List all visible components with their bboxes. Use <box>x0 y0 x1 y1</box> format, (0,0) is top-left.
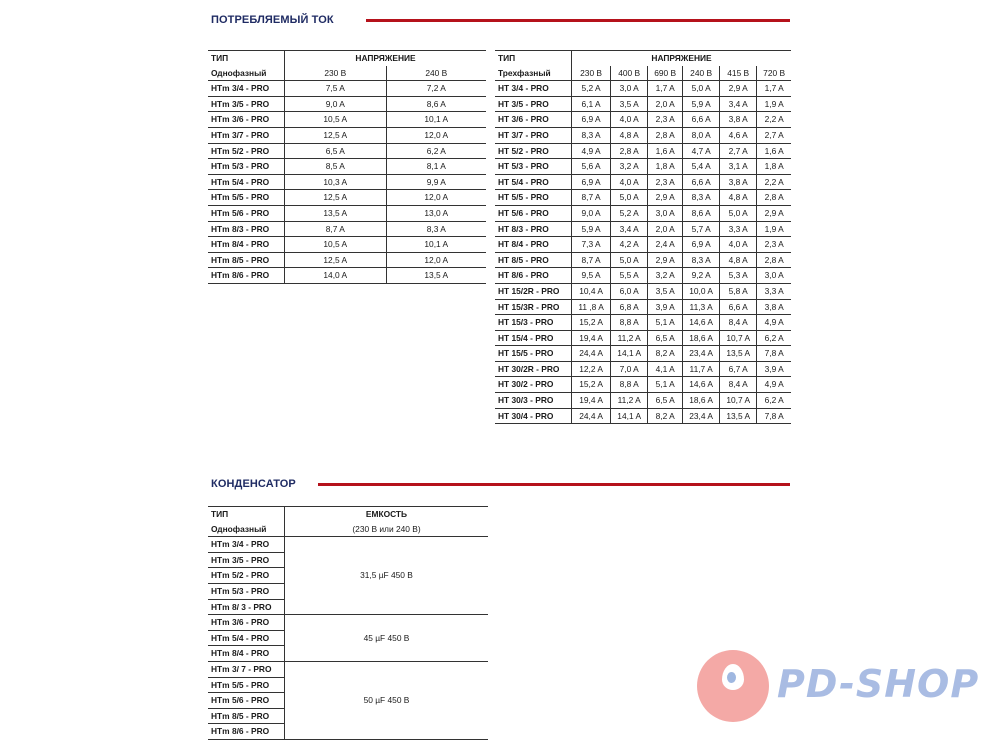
table-row <box>495 315 791 331</box>
model-cell: HTm 3/4 - PRO <box>208 537 285 553</box>
model-cell: HT 15/4 - PRO <box>495 330 572 346</box>
current-cell: 4,6 A <box>720 127 757 143</box>
current-cell: 2,9 A <box>648 190 683 206</box>
current-cell: 1,7 A <box>648 81 683 97</box>
current-cell: 5,5 A <box>611 268 648 284</box>
model-cell: HT 30/2R - PRO <box>495 361 572 377</box>
table-row <box>208 615 488 631</box>
current-cell: 14,6 A <box>683 377 720 393</box>
current-cell: 6,5 A <box>285 143 387 159</box>
current-cell: 4,1 A <box>648 361 683 377</box>
current-cell: 9,0 A <box>572 205 611 221</box>
current-cell: 2,9 A <box>757 205 791 221</box>
current-cell: 13,0 A <box>386 205 486 221</box>
current-cell: 1,6 A <box>648 143 683 159</box>
current-cell: 3,5 A <box>611 96 648 112</box>
type-header: ТИП <box>495 51 572 66</box>
current-cell: 13,5 A <box>285 205 387 221</box>
current-cell: 5,0 A <box>611 190 648 206</box>
current-cell: 3,2 A <box>611 159 648 175</box>
model-cell: HTm 8/6 - PRO <box>208 724 285 740</box>
current-cell: 23,4 A <box>683 346 720 362</box>
current-cell: 9,2 A <box>683 268 720 284</box>
current-cell: 8,4 A <box>720 377 757 393</box>
table-row <box>495 237 791 253</box>
table-row <box>208 159 486 175</box>
table-row <box>495 112 791 128</box>
table-row <box>208 127 486 143</box>
current-cell: 10,5 A <box>285 112 387 128</box>
model-cell: HTm 3/5 - PRO <box>208 96 285 112</box>
current-cell: 2,9 A <box>720 81 757 97</box>
model-cell: HTm 8/5 - PRO <box>208 708 285 724</box>
current-cell: 10,3 A <box>285 174 387 190</box>
current-cell: 11,2 A <box>611 393 648 409</box>
type-header: ТИП <box>208 51 285 66</box>
model-cell: HT 8/5 - PRO <box>495 252 572 268</box>
current-cell: 10,0 A <box>683 283 720 299</box>
current-cell: 10,5 A <box>285 237 387 253</box>
current-cell: 6,6 A <box>683 174 720 190</box>
model-cell: HTm 5/4 - PRO <box>208 174 285 190</box>
current-cell: 24,4 A <box>572 408 611 424</box>
capacity-header: ЕМКОСТЬ <box>285 507 489 522</box>
current-cell: 7,0 A <box>611 361 648 377</box>
table-row <box>495 361 791 377</box>
brand-text: PD-SHOP <box>777 662 980 706</box>
capacitor-table <box>208 506 488 740</box>
current-cell: 11,2 A <box>611 330 648 346</box>
current-cell: 3,8 A <box>757 299 791 315</box>
table-row <box>495 283 791 299</box>
three-phase-current-table <box>495 50 791 424</box>
current-cell: 24,4 A <box>572 346 611 362</box>
model-cell: HTm 3/6 - PRO <box>208 112 285 128</box>
model-cell: HT 15/3R - PRO <box>495 299 572 315</box>
model-cell: HTm 3/7 - PRO <box>208 127 285 143</box>
current-cell: 1,8 A <box>648 159 683 175</box>
current-cell: 8,1 A <box>386 159 486 175</box>
current-cell: 4,9 A <box>757 377 791 393</box>
current-cell: 14,6 A <box>683 315 720 331</box>
current-cell: 10,1 A <box>386 112 486 128</box>
capacity-cell: 45 µF 450 В <box>285 615 489 662</box>
table-row <box>495 143 791 159</box>
model-cell: HTm 8/5 - PRO <box>208 252 285 268</box>
voltage-header: НАПРЯЖЕНИЕ <box>572 51 792 66</box>
model-cell: HTm 3/6 - PRO <box>208 615 285 631</box>
current-cell: 23,4 A <box>683 408 720 424</box>
voltage-header: НАПРЯЖЕНИЕ <box>285 51 487 66</box>
current-cell: 3,8 A <box>720 112 757 128</box>
table-row <box>208 268 486 284</box>
current-cell: 12,5 A <box>285 190 387 206</box>
current-cell: 19,4 A <box>572 393 611 409</box>
current-cell: 2,0 A <box>648 96 683 112</box>
current-cell: 9,9 A <box>386 174 486 190</box>
phase-label: Однофазный <box>208 66 285 81</box>
capacitor-section-rule <box>318 483 790 486</box>
current-cell: 18,6 A <box>683 393 720 409</box>
current-cell: 5,0 A <box>683 81 720 97</box>
table-row <box>495 205 791 221</box>
current-cell: 3,0 A <box>757 268 791 284</box>
current-cell: 5,1 A <box>648 377 683 393</box>
voltage-col-230: 230 В <box>285 66 387 81</box>
model-cell: HT 5/6 - PRO <box>495 205 572 221</box>
current-cell: 6,8 A <box>611 299 648 315</box>
current-cell: 8,3 A <box>683 252 720 268</box>
current-cell: 14,0 A <box>285 268 387 284</box>
table-row <box>208 112 486 128</box>
table-row <box>208 174 486 190</box>
current-cell: 5,9 A <box>572 221 611 237</box>
current-cell: 1,9 A <box>757 96 791 112</box>
current-cell: 1,9 A <box>757 221 791 237</box>
current-cell: 8,8 A <box>611 315 648 331</box>
current-cell: 8,4 A <box>720 315 757 331</box>
table-row <box>495 408 791 424</box>
current-cell: 10,7 A <box>720 393 757 409</box>
current-cell: 6,0 A <box>611 283 648 299</box>
model-cell: HTm 5/2 - PRO <box>208 143 285 159</box>
current-cell: 2,3 A <box>648 174 683 190</box>
current-cell: 3,2 A <box>648 268 683 284</box>
voltage-col-header: 240 В <box>683 66 720 81</box>
table-row <box>208 537 488 553</box>
current-cell: 3,4 A <box>611 221 648 237</box>
table-row <box>208 221 486 237</box>
current-cell: 2,8 A <box>648 127 683 143</box>
model-cell: HTm 3/5 - PRO <box>208 552 285 568</box>
model-cell: HTm 8/3 - PRO <box>208 221 285 237</box>
current-cell: 2,7 A <box>757 127 791 143</box>
current-cell: 18,6 A <box>683 330 720 346</box>
current-cell: 8,3 A <box>683 190 720 206</box>
table-row <box>495 221 791 237</box>
capacity-cell: 50 µF 450 В <box>285 661 489 739</box>
current-cell: 4,7 A <box>683 143 720 159</box>
current-cell: 10,1 A <box>386 237 486 253</box>
table-row <box>208 96 486 112</box>
phase-label: Однофазный <box>208 522 285 537</box>
table-row <box>208 205 486 221</box>
type-header: ТИП <box>208 507 285 522</box>
model-cell: HTm 3/ 7 - PRO <box>208 661 285 677</box>
current-cell: 4,2 A <box>611 237 648 253</box>
current-cell: 5,1 A <box>648 315 683 331</box>
current-cell: 5,4 A <box>683 159 720 175</box>
current-cell: 4,9 A <box>757 315 791 331</box>
current-cell: 4,9 A <box>572 143 611 159</box>
current-cell: 4,0 A <box>720 237 757 253</box>
current-cell: 3,3 A <box>757 283 791 299</box>
model-cell: HTm 5/2 - PRO <box>208 568 285 584</box>
water-drop-icon <box>697 650 769 722</box>
current-cell: 11,3 A <box>683 299 720 315</box>
voltage-col-header: 415 В <box>720 66 757 81</box>
voltage-note: (230 В или 240 В) <box>285 522 489 537</box>
current-cell: 5,8 A <box>720 283 757 299</box>
current-cell: 2,3 A <box>648 112 683 128</box>
current-cell: 8,7 A <box>572 190 611 206</box>
model-cell: HTm 5/6 - PRO <box>208 693 285 709</box>
current-cell: 5,7 A <box>683 221 720 237</box>
table-row <box>495 96 791 112</box>
current-cell: 12,2 A <box>572 361 611 377</box>
model-cell: HT 15/2R - PRO <box>495 283 572 299</box>
current-cell: 8,7 A <box>572 252 611 268</box>
current-cell: 3,0 A <box>611 81 648 97</box>
current-cell: 3,4 A <box>720 96 757 112</box>
table-row <box>495 268 791 284</box>
table-row <box>495 174 791 190</box>
model-cell: HTm 5/6 - PRO <box>208 205 285 221</box>
table-row <box>495 377 791 393</box>
current-cell: 1,6 A <box>757 143 791 159</box>
current-cell: 2,4 A <box>648 237 683 253</box>
table-row <box>495 190 791 206</box>
voltage-col-header: 400 В <box>611 66 648 81</box>
current-cell: 3,8 A <box>720 174 757 190</box>
model-cell: HT 15/3 - PRO <box>495 315 572 331</box>
current-cell: 9,5 A <box>572 268 611 284</box>
current-cell: 6,5 A <box>648 393 683 409</box>
table-row <box>208 237 486 253</box>
table-row <box>495 299 791 315</box>
current-cell: 13,5 A <box>720 346 757 362</box>
current-cell: 4,8 A <box>720 252 757 268</box>
current-cell: 2,0 A <box>648 221 683 237</box>
current-cell: 6,2 A <box>757 393 791 409</box>
model-cell: HT 30/4 - PRO <box>495 408 572 424</box>
current-cell: 11 ,8 A <box>572 299 611 315</box>
current-cell: 6,6 A <box>683 112 720 128</box>
current-cell: 6,1 A <box>572 96 611 112</box>
current-cell: 2,8 A <box>757 252 791 268</box>
current-cell: 2,8 A <box>757 190 791 206</box>
current-cell: 19,4 A <box>572 330 611 346</box>
current-cell: 3,1 A <box>720 159 757 175</box>
current-cell: 13,5 A <box>386 268 486 284</box>
current-cell: 6,9 A <box>572 174 611 190</box>
current-cell: 7,3 A <box>572 237 611 253</box>
model-cell: HT 30/2 - PRO <box>495 377 572 393</box>
current-cell: 2,9 A <box>648 252 683 268</box>
table-row <box>495 252 791 268</box>
voltage-col-header: 690 В <box>648 66 683 81</box>
model-cell: HTm 5/3 - PRO <box>208 159 285 175</box>
model-cell: HTm 5/3 - PRO <box>208 583 285 599</box>
current-cell: 6,6 A <box>720 299 757 315</box>
model-cell: HTm 5/4 - PRO <box>208 630 285 646</box>
current-cell: 7,8 A <box>757 346 791 362</box>
current-cell: 8,7 A <box>285 221 387 237</box>
current-cell: 2,2 A <box>757 112 791 128</box>
current-cell: 6,9 A <box>683 237 720 253</box>
model-cell: HTm 8/ 3 - PRO <box>208 599 285 615</box>
current-cell: 3,5 A <box>648 283 683 299</box>
phase-label: Трехфазный <box>495 66 572 81</box>
capacity-cell: 31,5 µF 450 В <box>285 537 489 615</box>
current-cell: 2,7 A <box>720 143 757 159</box>
current-cell: 6,2 A <box>386 143 486 159</box>
pd-shop-logo <box>697 650 997 730</box>
model-cell: HT 8/6 - PRO <box>495 268 572 284</box>
table-row <box>208 252 486 268</box>
current-section-title: ПОТРЕБЛЯЕМЫЙ ТОК <box>211 14 334 26</box>
current-cell: 15,2 A <box>572 377 611 393</box>
current-cell: 7,5 A <box>285 81 387 97</box>
model-cell: HTm 5/5 - PRO <box>208 190 285 206</box>
current-cell: 8,8 A <box>611 377 648 393</box>
current-cell: 12,0 A <box>386 252 486 268</box>
model-cell: HT 5/2 - PRO <box>495 143 572 159</box>
current-cell: 12,0 A <box>386 190 486 206</box>
current-cell: 4,8 A <box>720 190 757 206</box>
current-cell: 14,1 A <box>611 408 648 424</box>
model-cell: HTm 8/4 - PRO <box>208 646 285 662</box>
model-cell: HT 15/5 - PRO <box>495 346 572 362</box>
current-cell: 1,8 A <box>757 159 791 175</box>
current-cell: 3,9 A <box>648 299 683 315</box>
current-cell: 5,6 A <box>572 159 611 175</box>
table-row <box>208 190 486 206</box>
table-row <box>208 661 488 677</box>
current-cell: 6,2 A <box>757 330 791 346</box>
current-cell: 8,3 A <box>386 221 486 237</box>
model-cell: HTm 5/5 - PRO <box>208 677 285 693</box>
current-section-rule <box>366 19 790 22</box>
voltage-col-240: 240 В <box>386 66 486 81</box>
current-cell: 5,0 A <box>611 252 648 268</box>
current-cell: 5,3 A <box>720 268 757 284</box>
model-cell: HT 3/6 - PRO <box>495 112 572 128</box>
current-cell: 13,5 A <box>720 408 757 424</box>
current-cell: 6,7 A <box>720 361 757 377</box>
model-cell: HTm 8/6 - PRO <box>208 268 285 284</box>
current-cell: 5,2 A <box>611 205 648 221</box>
model-cell: HTm 3/4 - PRO <box>208 81 285 97</box>
current-cell: 5,0 A <box>720 205 757 221</box>
current-cell: 6,9 A <box>572 112 611 128</box>
current-cell: 3,9 A <box>757 361 791 377</box>
model-cell: HT 5/3 - PRO <box>495 159 572 175</box>
current-cell: 8,3 A <box>572 127 611 143</box>
current-cell: 6,5 A <box>648 330 683 346</box>
current-cell: 11,7 A <box>683 361 720 377</box>
single-phase-current-table <box>208 50 486 284</box>
current-cell: 2,8 A <box>611 143 648 159</box>
current-cell: 8,2 A <box>648 346 683 362</box>
current-cell: 14,1 A <box>611 346 648 362</box>
model-cell: HT 8/3 - PRO <box>495 221 572 237</box>
current-cell: 15,2 A <box>572 315 611 331</box>
current-cell: 3,0 A <box>648 205 683 221</box>
current-cell: 7,2 A <box>386 81 486 97</box>
model-cell: HT 8/4 - PRO <box>495 237 572 253</box>
current-cell: 4,8 A <box>611 127 648 143</box>
current-cell: 2,2 A <box>757 174 791 190</box>
table-row <box>495 127 791 143</box>
table-row <box>495 346 791 362</box>
table-row <box>208 81 486 97</box>
current-cell: 4,0 A <box>611 112 648 128</box>
current-cell: 8,0 A <box>683 127 720 143</box>
current-cell: 10,4 A <box>572 283 611 299</box>
current-cell: 5,9 A <box>683 96 720 112</box>
voltage-col-header: 230 В <box>572 66 611 81</box>
current-cell: 1,7 A <box>757 81 791 97</box>
table-row <box>495 330 791 346</box>
current-cell: 8,2 A <box>648 408 683 424</box>
model-cell: HT 3/5 - PRO <box>495 96 572 112</box>
current-cell: 3,3 A <box>720 221 757 237</box>
current-cell: 12,5 A <box>285 127 387 143</box>
current-cell: 12,0 A <box>386 127 486 143</box>
current-cell: 5,2 A <box>572 81 611 97</box>
model-cell: HTm 8/4 - PRO <box>208 237 285 253</box>
current-cell: 8,6 A <box>386 96 486 112</box>
current-cell: 8,6 A <box>683 205 720 221</box>
model-cell: HT 3/7 - PRO <box>495 127 572 143</box>
current-cell: 4,0 A <box>611 174 648 190</box>
model-cell: HT 5/5 - PRO <box>495 190 572 206</box>
model-cell: HT 3/4 - PRO <box>495 81 572 97</box>
table-row <box>208 143 486 159</box>
model-cell: HT 30/3 - PRO <box>495 393 572 409</box>
table-row <box>495 393 791 409</box>
current-cell: 7,8 A <box>757 408 791 424</box>
current-cell: 10,7 A <box>720 330 757 346</box>
current-cell: 12,5 A <box>285 252 387 268</box>
capacitor-section-title: КОНДЕНСАТОР <box>211 478 296 490</box>
voltage-col-header: 720 В <box>757 66 791 81</box>
table-row <box>495 81 791 97</box>
current-cell: 9,0 A <box>285 96 387 112</box>
table-row <box>495 159 791 175</box>
current-cell: 2,3 A <box>757 237 791 253</box>
model-cell: HT 5/4 - PRO <box>495 174 572 190</box>
current-cell: 8,5 A <box>285 159 387 175</box>
